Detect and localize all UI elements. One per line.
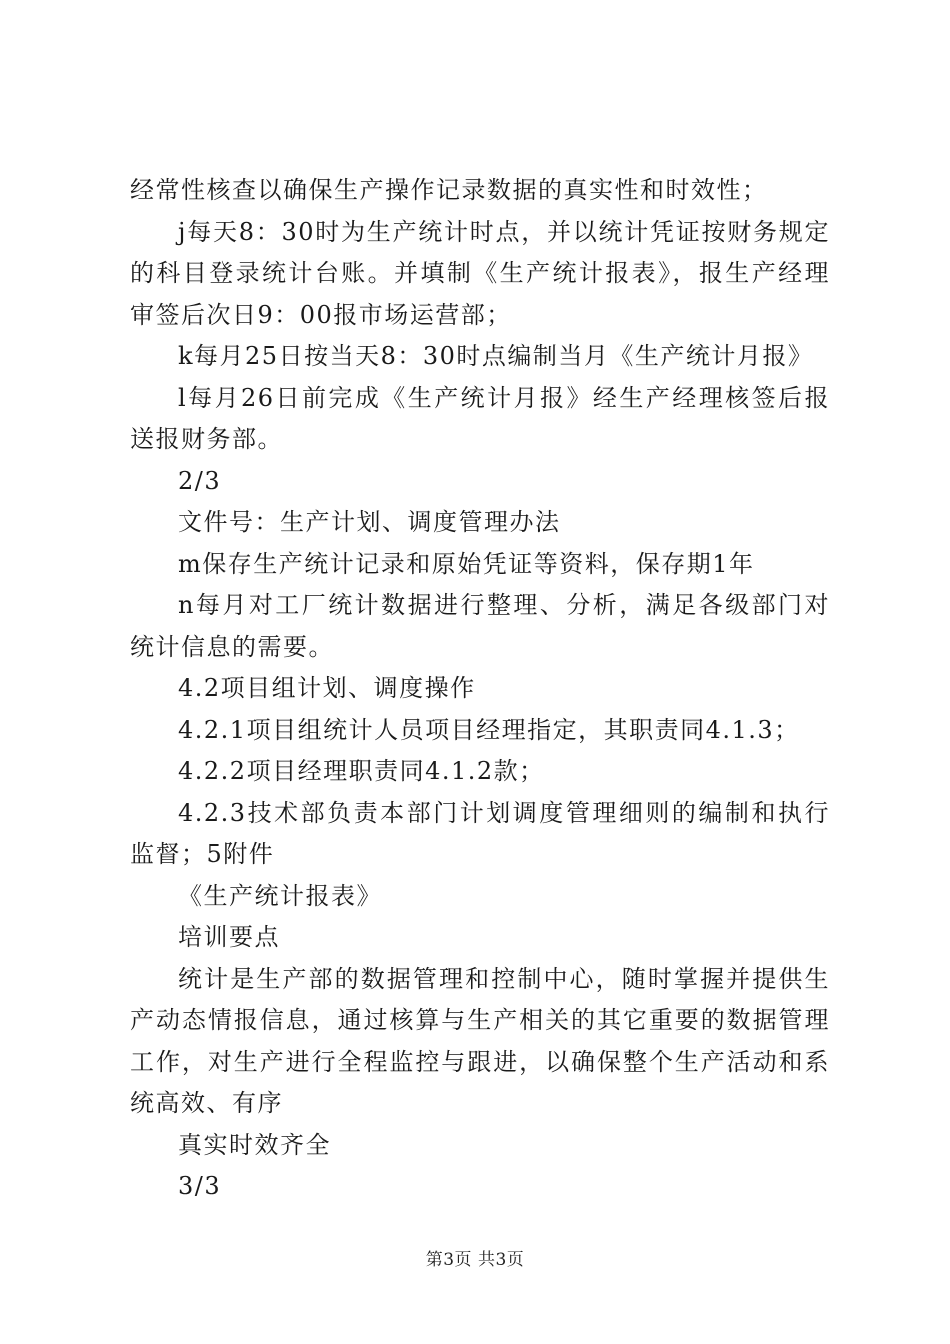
paragraph: 《生产统计报表》 — [178, 881, 382, 910]
paragraph: l每月26日前完成《生产统计月报》经生产经理核签后报送报财务部。 — [130, 383, 830, 453]
page-footer: 第3页 共3页 — [425, 1250, 525, 1270]
paragraph: 统计是生产部的数据管理和控制中心，随时掌握并提供生产动态情报信息，通过核算与生产相关的其它重要的数据管理工作，对生产进行全程监控与跟进，以确保整个生产活动和系统高效、有序 — [130, 964, 830, 1117]
document-body — [130, 170, 830, 1208]
paragraph: 4.2.1项目组统计人员项目经理指定，其职责同4.1.3； — [178, 715, 800, 744]
paragraph: j每天8：30时为生产统计时点，并以统计凭证按财务规定的科目登录统计台账。并填制《生产统计报表》，报生产经理审签后次日9：00报市场运营部； — [130, 217, 830, 329]
paragraph: 经常性核查以确保生产操作记录数据的真实性和时效性； — [130, 176, 768, 204]
paragraph: k每月25日按当天8：30时点编制当月《生产统计月报》 — [178, 342, 814, 370]
paragraph: 4.2.2项目经理职责同4.1.2款； — [178, 757, 545, 785]
paragraph: 真实时效齐全 — [178, 1130, 331, 1159]
paragraph: n每月对工厂统计数据进行整理、分析，满足各级部门对统计信息的需要。 — [130, 591, 830, 661]
paragraph: 4.2.3技术部负责本部门计划调度管理细则的编制和执行监督；5附件 — [130, 798, 830, 868]
paragraph: 2/3 — [178, 466, 222, 495]
paragraph: 培训要点 — [178, 923, 280, 951]
paragraph: 文件号：生产计划、调度管理办法 — [178, 508, 561, 536]
paragraph: 4.2项目组计划、调度操作 — [178, 674, 476, 702]
paragraph: m保存生产统计记录和原始凭证等资料，保存期1年 — [178, 549, 755, 578]
paragraph: 3/3 — [178, 1172, 222, 1200]
